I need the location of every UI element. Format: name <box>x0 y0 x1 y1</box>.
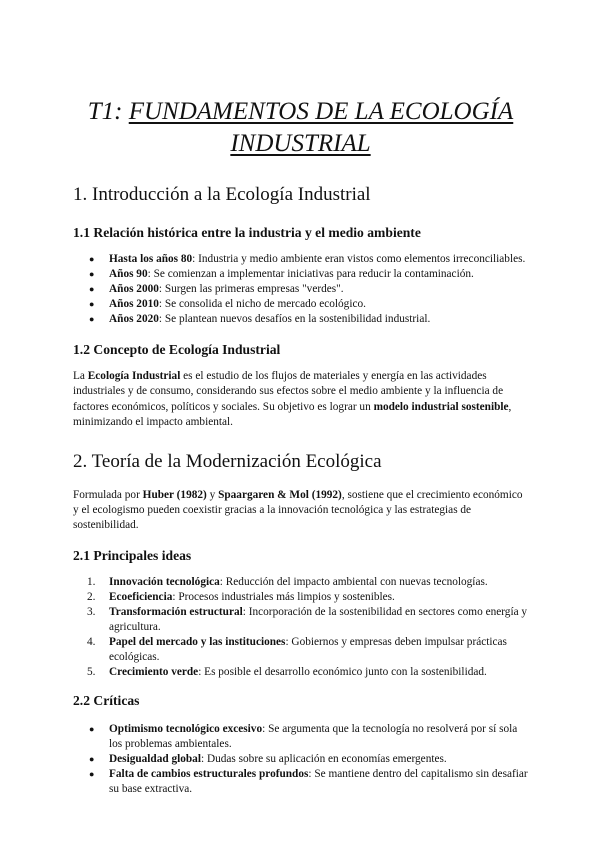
item-text: : Surgen las primeras empresas "verdes". <box>158 283 344 295</box>
list-item <box>89 312 528 327</box>
section-2-heading: 2. Teoría de la Modernización Ecológica <box>73 450 382 472</box>
list-item <box>89 267 528 282</box>
item-term: Optimismo tecnológico excesivo <box>109 722 263 735</box>
text-run: , sostiene que el crecimiento económico y el ecologismo pueden coexistir gracias a la innovación tecnológica y las estrategias de sostenibilidad. <box>73 488 523 532</box>
bold-term: Huber (1982) <box>142 488 207 501</box>
list-item <box>89 297 528 312</box>
title-text: FUNDAMENTOS DE LA ECOLOGÍA INDUSTRIAL <box>128 98 514 157</box>
list-item <box>87 575 528 590</box>
section-1-1-heading: 1.1 Relación histórica entre la industria y el medio ambiente <box>73 225 421 240</box>
item-number: 4. <box>87 635 96 648</box>
history-list <box>73 252 528 327</box>
section-1-2-heading: 1.2 Concepto de Ecología Industrial <box>73 342 281 357</box>
item-term: Años 2020 <box>109 313 159 325</box>
list-item <box>87 665 528 680</box>
bullet-icon: ● <box>89 299 95 309</box>
item-term: Años 2010 <box>109 298 159 310</box>
critiques-list <box>73 722 528 797</box>
item-text: : Industria y medio ambiente eran vistos como elementos irreconciliables. <box>192 253 526 265</box>
bullet-icon: ● <box>89 269 95 279</box>
bullet-icon: ● <box>89 314 95 324</box>
theory-paragraph <box>73 488 528 534</box>
section-1-heading: 1. Introducción a la Ecología Industrial <box>73 184 371 205</box>
concept-paragraph <box>73 369 528 431</box>
item-text: : Se mantiene dentro del capitalismo sin desafiar su base extractiva. <box>109 767 528 795</box>
bold-term: modelo industrial sostenible <box>373 400 509 413</box>
bullet-icon: ● <box>89 284 95 294</box>
list-item <box>87 590 528 605</box>
section-2-2-heading: 2.2 Críticas <box>73 692 140 708</box>
list-item <box>87 605 528 635</box>
item-term: Innovación tecnológica <box>109 575 220 588</box>
bold-term: Spaargaren & Mol (1992) <box>218 488 342 501</box>
item-text: : Se plantean nuevos desafíos en la sostenibilidad industrial. <box>158 313 431 325</box>
item-text: : Gobiernos y empresas deben impulsar prácticas ecológicas. <box>109 635 507 663</box>
list-item <box>89 767 528 797</box>
document-title <box>73 0 528 160</box>
item-term: Falta de cambios estructurales profundos <box>109 767 309 780</box>
item-number: 3. <box>87 605 96 618</box>
item-number: 5. <box>87 665 96 678</box>
list-item <box>89 252 528 267</box>
bullet-icon: ● <box>89 723 95 734</box>
item-number: 2. <box>87 590 96 603</box>
item-term: Hasta los años 80 <box>109 253 193 265</box>
item-text: : Incorporación de la sostenibilidad en sectores como energía y agricultura. <box>109 605 528 633</box>
item-term: Años 90 <box>109 268 148 280</box>
item-text: : Procesos industriales más limpios y sostenibles. <box>172 590 395 603</box>
list-item <box>89 722 528 752</box>
ideas-list <box>73 575 528 680</box>
list-item <box>89 752 528 767</box>
item-term: Ecoeficiencia <box>109 590 173 603</box>
bullet-icon: ● <box>89 768 95 779</box>
text-run: y <box>206 488 219 501</box>
item-term: Papel del mercado y las instituciones <box>109 635 286 648</box>
list-item <box>87 635 528 665</box>
item-term: Desigualdad global <box>109 752 201 765</box>
item-term: Años 2000 <box>109 283 159 295</box>
bullet-icon: ● <box>89 753 95 764</box>
item-term: Transformación estructural <box>109 605 243 618</box>
section-2-1-heading: 2.1 Principales ideas <box>73 547 192 563</box>
item-number: 1. <box>87 575 96 588</box>
item-text: : Se comienzan a implementar iniciativas para reducir la contaminación. <box>147 268 474 280</box>
text-run: Formulada por <box>73 488 143 501</box>
text-run: La <box>73 370 88 382</box>
item-text: : Se argumenta que la tecnología no resolverá por sí sola los problemas ambientales. <box>109 722 518 750</box>
item-term: Crecimiento verde <box>109 665 199 678</box>
item-text: : Es posible el desarrollo económico junto con la sostenibilidad. <box>198 665 487 678</box>
text-run: , minimizando el impacto ambiental. <box>73 400 512 429</box>
item-text: : Se consolida el nicho de mercado ecológico. <box>158 298 366 310</box>
title-label: T1: <box>87 98 123 125</box>
text-run: es el estudio de los flujos de materiales y energía en las actividades industriales y de consumo, considerando sus efectos sobre el medio ambiente y la influencia de factores económicos, políticos y sociales. Su objetivo es lograr un <box>73 370 504 413</box>
bold-term: Ecología Industrial <box>87 370 181 382</box>
bullet-icon: ● <box>89 254 95 264</box>
item-text: : Reducción del impacto ambiental con nuevas tecnologías. <box>219 575 488 588</box>
item-text: : Dudas sobre su aplicación en economías emergentes. <box>200 752 447 765</box>
list-item <box>89 282 528 297</box>
